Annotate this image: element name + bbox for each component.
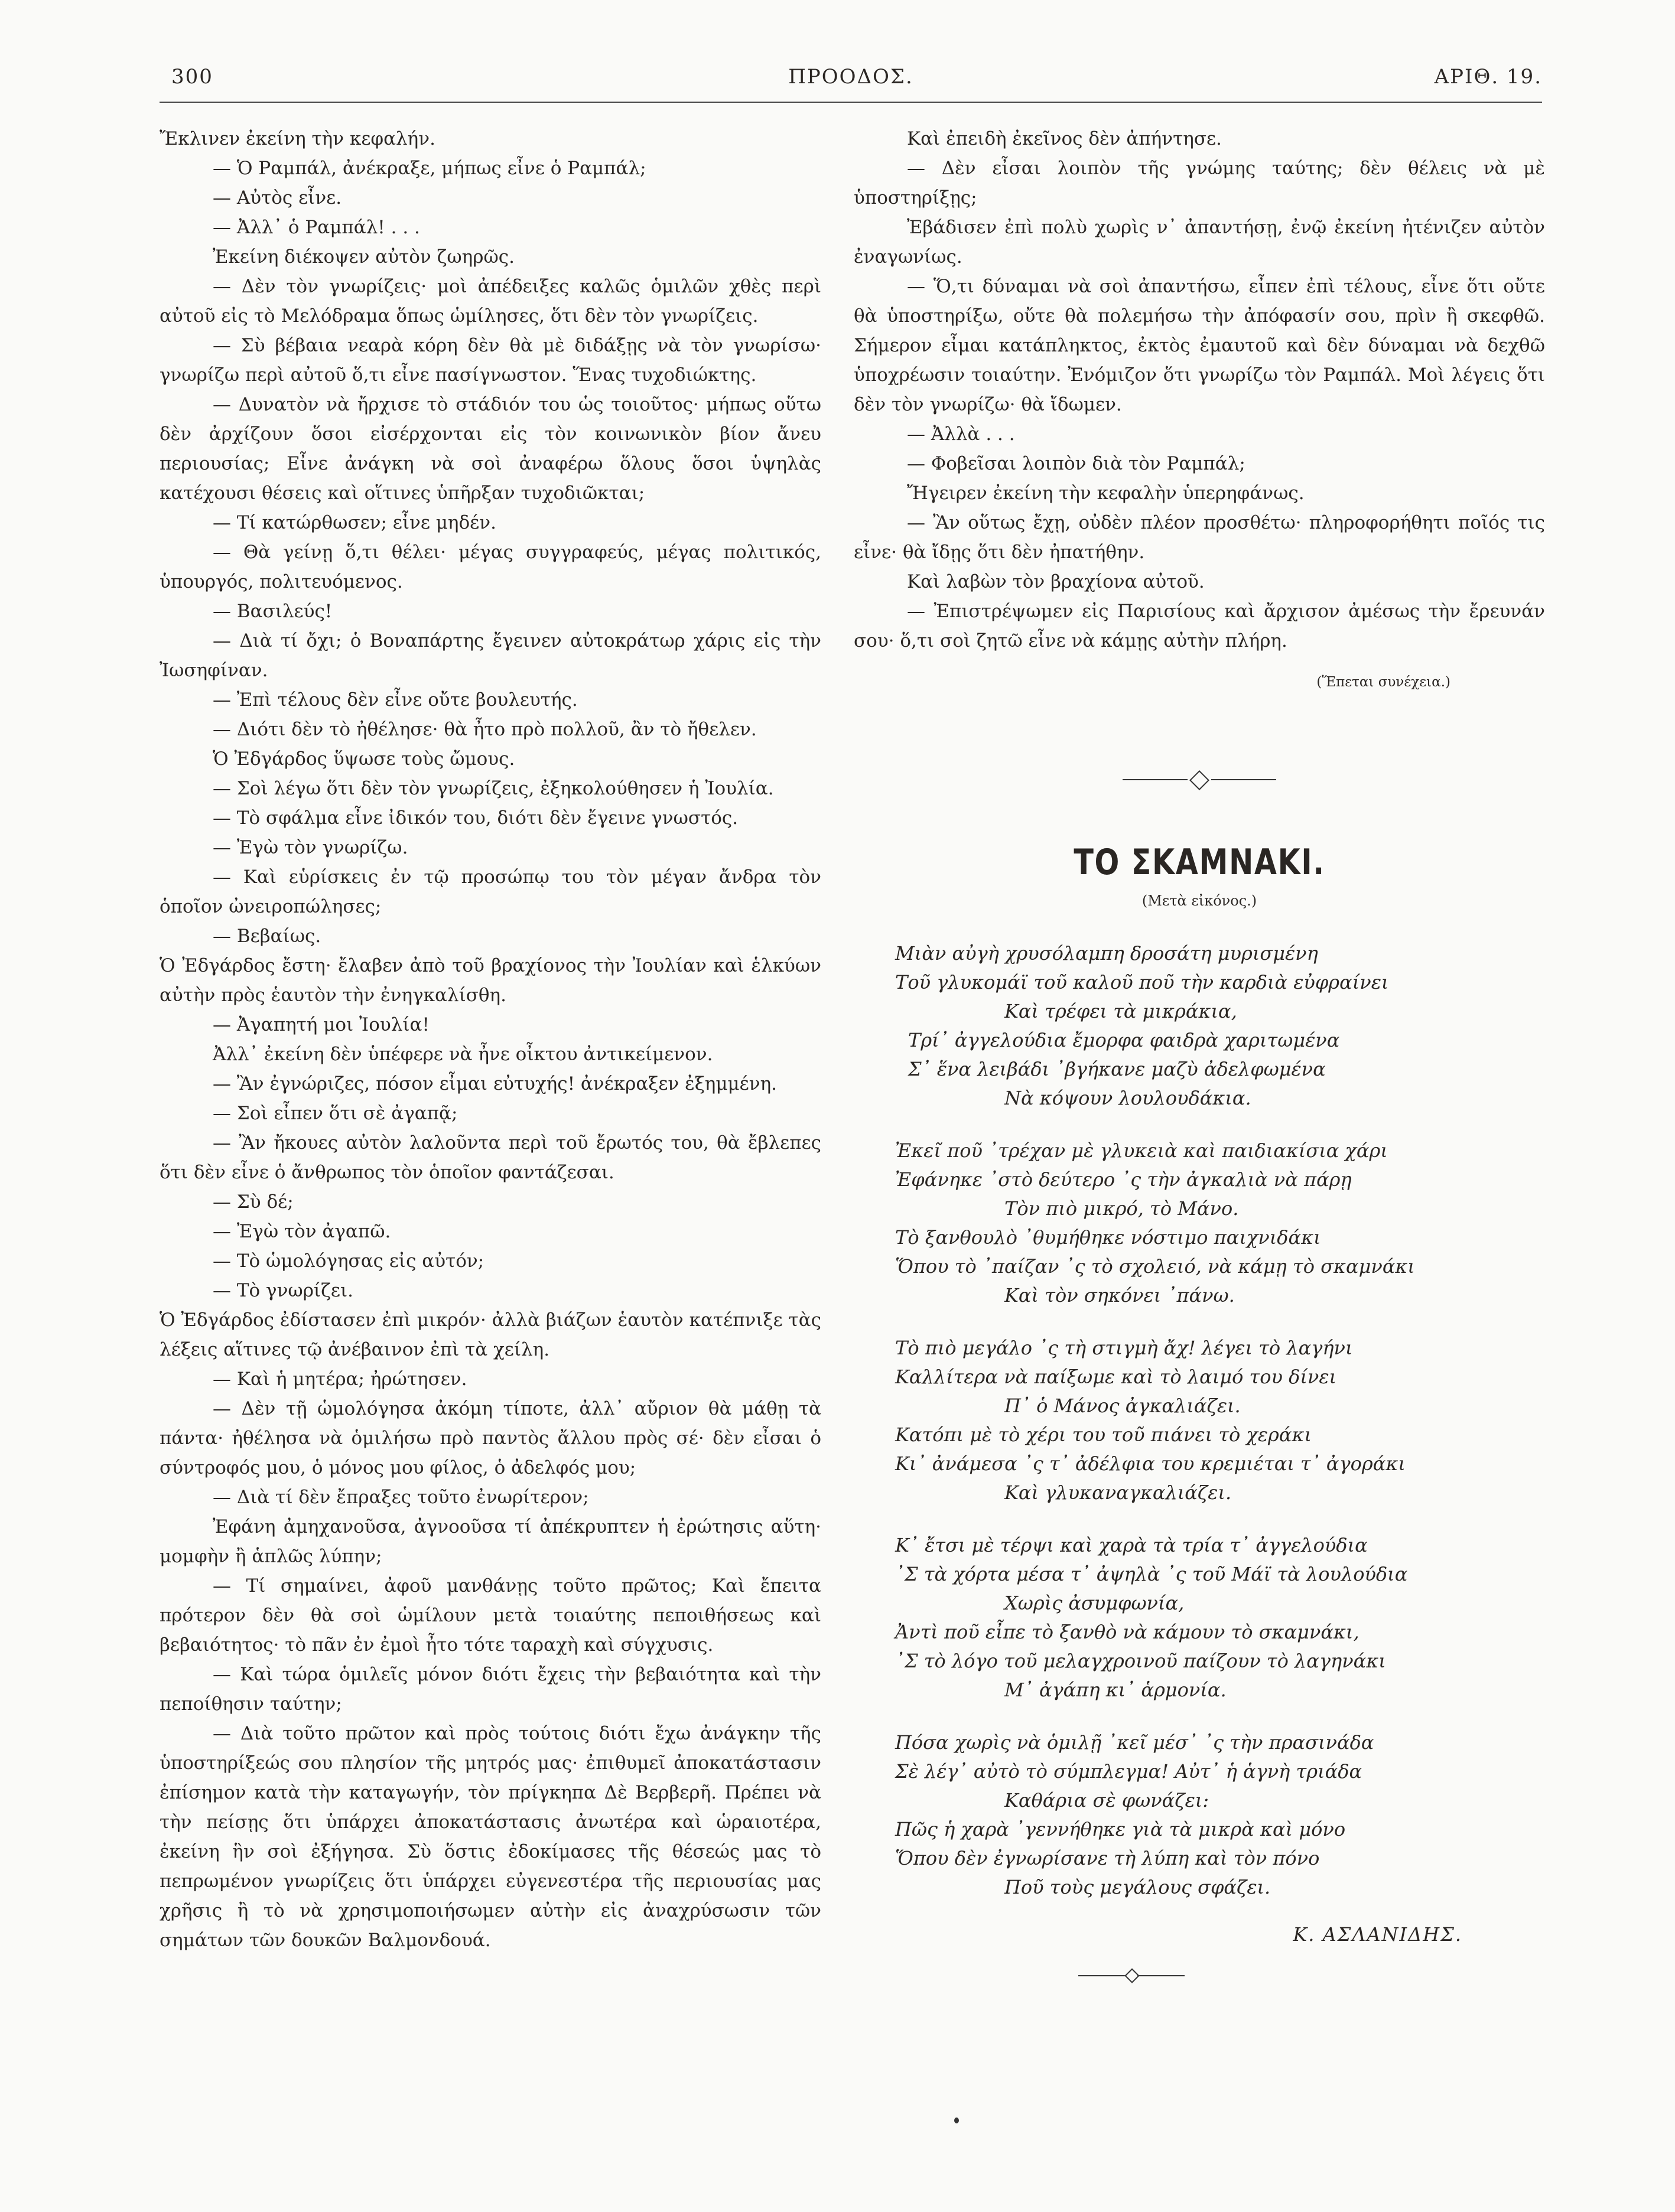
paragraph: — Ὅ,τι δύναμαι νὰ σοὶ ἀπαντήσω, εἶπεν ἐπὶ τέλους, εἶνε ὅτι οὔτε θὰ ὑποστηρίξω, οὔτε θὰ πολεμήσω τὴν ἀπόφασίν σου, πρὶν ἢ σκεφθῶ. Σήμερον εἶμαι κατάπληκτος, ἐκτὸς ἐμαυτοῦ καὶ δὲν δύναμαι νὰ δεχθῶ ὑποχρέωσιν τοιαύτην. Ἐνόμιζον ὅτι γνωρίζω τὸν Ραμπάλ. Μοὶ λέγεις ὅτι δὲν τὸν γνωρίζω· θὰ ἴδωμεν.: [854, 276, 1545, 415]
paragraph: — Τὸ ὡμολόγησας εἰς αὐτόν;: [213, 1250, 484, 1272]
left-column: [160, 124, 821, 1955]
poem-verse: Τρί᾽ ἀγγελούδια ἔμορφα φαιδρὰ χαριτωμένα: [908, 1029, 1340, 1051]
paragraph: — Δυνατὸν νὰ ἤρχισε τὸ στάδιόν του ὡς τοιοῦτος· μήπως οὕτω δὲν ἀρχίζουν ὅσοι εἰσέρχονται εἰς τὸν κοινωνικὸν βίον ἄνευ περιουσίας; Εἶνε ἀνάγκη νὰ σοὶ ἀναφέρω ὅλους ὅσοι ὑψηλὰς κατέχουσι θέσεις καὶ οἵτινες ὑπῆρξαν τυχοδιῶκται;: [160, 394, 821, 504]
paragraph: — Ἐγὼ τὸν ἀγαπῶ.: [213, 1221, 391, 1242]
poem-verse: Μ᾽ ἀγάπη κι᾽ ἁρμονία.: [1004, 1679, 1227, 1701]
paragraph: Ἐβάδισεν ἐπὶ πολὺ χωρὶς ν᾽ ἀπαντήσῃ, ἐνῷ ἐκείνη ἠτένιζεν αὐτὸν ἐναγωνίως.: [854, 217, 1545, 268]
paragraph: — Ἂν οὕτως ἔχῃ, οὐδὲν πλέον προσθέτω· πληροφορήθητι ποῖός τις εἶνε· θὰ ἴδῃς ὅτι δὲν ἠπατήθην.: [854, 512, 1545, 563]
paragraph: — Σὺ δέ;: [213, 1191, 294, 1213]
poem-body: [854, 939, 1545, 1902]
paragraph: — Δὲν τῇ ὡμολόγησα ἀκόμη τίποτε, ἀλλ᾽ αὔριον θὰ μάθῃ τὰ πάντα· ἠθέλησα νὰ ὁμιλήσω πρὸ παντὸς ἄλλου πρὸς σέ· δὲν εἶσαι ὁ σύντροφός μου, ὁ μόνος μου φίλος, ὁ ἀδελφός μου;: [160, 1398, 821, 1478]
continued-note: (Ἕπεται συνέχεια.): [1316, 675, 1450, 690]
story-continuation: [854, 124, 1545, 656]
poem-subtitle: (Μετὰ εἰκόνος.): [1141, 892, 1257, 909]
poem-title: ΤΟ ΣΚΑΜΝΑΚΙ.: [1074, 842, 1325, 883]
poem-verse: Κ᾽ ἔτσι μὲ τέρψι καὶ χαρὰ τὰ τρία τ᾽ ἀγγελούδια: [895, 1534, 1368, 1556]
poem-verse: Μιὰν αὐγὴ χρυσόλαμπη δροσάτη μυρισμένη: [895, 942, 1318, 965]
paragraph: — Καὶ εὑρίσκεις ἐν τῷ προσώπῳ του τὸν μέγαν ἄνδρα τὸν ὁποῖον ὠνειροπώλησες;: [160, 866, 821, 917]
poem-verse: Καὶ τὸν σηκόνει ᾽πάνω.: [1004, 1284, 1235, 1307]
paragraph: — Τί σημαίνει, ἀφοῦ μανθάνῃς τοῦτο πρῶτος; Καὶ ἔπειτα πρότερον δὲν θὰ σοὶ ὡμίλουν μετὰ τοιαύτης πεποιθήσεως καὶ βεβαιότητος· τὸ πᾶν ἐν ἐμοὶ ἦτο τότε ταραχὴ καὶ σύγχυσις.: [160, 1575, 821, 1656]
paragraph: — Τί κατώρθωσεν; εἶνε μηδέν.: [213, 512, 496, 533]
paragraph: — Τὸ σφάλμα εἶνε ἰδικόν του, διότι δὲν ἔγεινε γνωστός.: [213, 807, 739, 829]
poem-verse: Ὅπου δὲν ἐγνωρίσανε τὴ λύπη καὶ τὸν πόνο: [895, 1847, 1320, 1869]
paragraph: — Ἀλλ᾽ ὁ Ραμπάλ! . . .: [213, 217, 420, 238]
poem-verse: ᾽Σ τὸ λόγο τοῦ μελαγχροινοῦ παίζουν τὸ λαγηνάκι: [895, 1650, 1386, 1672]
paragraph: — Διὰ τί ὄχι; ὁ Βοναπάρτης ἔγεινεν αὐτοκράτωρ χάρις εἰς τὴν Ἰωσηφίναν.: [160, 630, 821, 681]
paragraph: Ὁ Ἐδγάρδος ἔστη· ἔλαβεν ἀπὸ τοῦ βραχίονος τὴν Ἰουλίαν καὶ ἑλκύων αὐτὴν πρὸς ἑαυτὸν τὴν ἐνηγκαλίσθη.: [160, 955, 821, 1006]
paragraph: Ἔκλινεν ἐκείνη τὴν κεφαλήν.: [160, 128, 435, 149]
paragraph: — Δὲν εἶσαι λοιπὸν τῆς γνώμης ταύτης; δὲν θέλεις νὰ μὲ ὑποστηρίξῃς;: [854, 158, 1545, 209]
paragraph: — Θὰ γείνῃ ὅ,τι θέλει· μέγας συγγραφεύς, μέγας πολιτικός, ὑπουργός, πολιτευόμενος.: [160, 542, 821, 592]
paragraph: — Διὰ τοῦτο πρῶτον καὶ πρὸς τούτοις διότι ἔχω ἀνάγκην τῆς ὑποστηρίξεώς σου πλησίον τῆς μητρός μας· ἐπιθυμεῖ ἀποκατάστασιν ἐπίσημον κατὰ τὴν καταγωγήν, τὸν πρίγκηπα Δὲ Βερβερῆ. Πρέπει νὰ τὴν πείσῃς ὅτι ὑπάρχει ἀποκατάστασις ἀνωτέρα καὶ ὡραιοτέρα, ἐκείνη ἣν σοὶ ἐξήγησα. Σὺ ὅστις ἐδοκίμασες τῆς θέσεώς μας τὸ πεπρωμένον γνωρίζεις ὅτι ὑπάρχει εὐγενεστέρα τῆς περιουσίας μας χρῆσις ἢ τὸ νὰ χρησιμοποιήσωμεν αὐτὴν εἰς ἀναχρύσωσιν τῶν σημάτων τῶν δουκῶν Βαλμονδουά.: [160, 1723, 821, 1951]
paragraph: Ἐκείνη διέκοψεν αὐτὸν ζωηρῶς.: [213, 246, 515, 268]
paragraph: — Διότι δὲν τὸ ἠθέλησε· θὰ ἦτο πρὸ πολλοῦ, ἂν τὸ ἤθελεν.: [213, 719, 757, 740]
poem-verse: Τὸν πιὸ μικρό, τὸ Μάνο.: [1004, 1197, 1239, 1220]
paragraph: Καὶ ἐπειδὴ ἐκεῖνος δὲν ἀπήντησε.: [907, 128, 1222, 149]
paragraph: Ὁ Ἐδγάρδος ὕψωσε τοὺς ὤμους.: [213, 748, 515, 770]
poem-verse: Τοῦ γλυκομάϊ τοῦ καλοῦ ποῦ τὴν καρδιὰ εὐφραίνει: [895, 971, 1389, 993]
poem-verse: Πόσα χωρὶς νὰ ὁμιλῇ ᾽κεῖ μέσ᾽ ᾽ς τὴν πρασινάδα: [895, 1731, 1374, 1754]
paragraph: — Ἐπιστρέψωμεν εἰς Παρισίους καὶ ἄρχισον ἀμέσως τὴν ἔρευνάν σου· ὅ,τι σοὶ ζητῶ εἶνε νὰ κάμῃς αὐτὴν πλήρη.: [854, 601, 1545, 651]
poem-verse: Τὸ πιὸ μεγάλο ᾽ς τὴ στιγμὴ ἄχ! λέγει τὸ λαγήνι: [895, 1337, 1353, 1359]
poem-verse: ᾽Σ τὰ χόρτα μέσα τ᾽ ἀψηλὰ ᾽ς τοῦ Μάϊ τὰ λουλούδια: [895, 1563, 1408, 1585]
poem-verse: Πῶς ἡ χαρὰ ᾽γεννήθηκε γιὰ τὰ μικρὰ καὶ μόνο: [895, 1818, 1346, 1840]
paragraph: — Αὐτὸς εἶνε.: [213, 187, 342, 209]
poem-stanza: [895, 1531, 1545, 1705]
paragraph: — Σὺ βέβαια νεαρὰ κόρη δὲν θὰ μὲ διδάξῃς νὰ τὸν γνωρίσω· γνωρίζω περὶ αὐτοῦ ὅ,τι εἶνε πασίγνωστον. Ἕνας τυχοδιώκτης.: [160, 335, 821, 386]
page-header: [160, 59, 1542, 100]
poem-verse: Σ᾽ ἕνα λειβάδι ᾽βγήκανε μαζὺ ἀδελφωμένα: [908, 1058, 1326, 1080]
paragraph: — Καὶ τώρα ὁμιλεῖς μόνον διότι ἔχεις τὴν βεβαιότητα καὶ τὴν πεποίθησιν ταύτην;: [160, 1664, 821, 1715]
poem-verse: Καὶ τρέφει τὰ μικράκια,: [1004, 1000, 1237, 1022]
paragraph: — Ἐπὶ τέλους δὲν εἶνε οὔτε βουλευτής.: [213, 689, 578, 711]
poem-stanza: [895, 939, 1545, 1113]
paragraph: Ἀλλ᾽ ἐκείνη δὲν ὑπέφερε νὰ ἦνε οἶκτου ἀντικείμενον.: [213, 1044, 713, 1065]
poem-verse: Νὰ κόψουν λουλουδάκια.: [1004, 1087, 1251, 1109]
poem-verse: Ἐφάνηκε ᾽στὸ δεύτερο ᾽ς τὴν ἀγκαλιὰ νὰ πάρῃ: [895, 1168, 1352, 1191]
paragraph: — Σοὶ εἶπεν ὅτι σὲ ἀγαπᾷ;: [213, 1103, 458, 1124]
poem-verse: Καὶ γλυκαναγκαλιάζει.: [1004, 1481, 1232, 1504]
paragraph: — Βεβαίως.: [213, 926, 321, 947]
poem-verse: Κι᾽ ἀνάμεσα ᾽ς τ᾽ ἀδέλφια του κρεμιέται τ᾽ ἀγοράκι: [895, 1452, 1406, 1475]
paragraph: Ἐφάνη ἀμηχανοῦσα, ἀγνοοῦσα τί ἀπέκρυπτεν ἡ ἐρώτησις αὕτη· μομφὴν ἢ ἁπλῶς λύπην;: [160, 1516, 821, 1567]
print-speck: [954, 2117, 959, 2123]
poem-verse: Χωρὶς ἀσυμφωνία,: [1004, 1592, 1185, 1614]
paragraph: — Βασιλεύς!: [213, 601, 333, 622]
poem-verse: Ἐκεῖ ποῦ ᾽τρέχαν μὲ γλυκειὰ καὶ παιδιακίσια χάρι: [895, 1139, 1388, 1162]
poem-verse: Κατόπι μὲ τὸ χέρι του τοῦ πιάνει τὸ χεράκι: [895, 1423, 1312, 1446]
paragraph: — Ἀλλὰ . . .: [907, 423, 1015, 445]
right-column: [854, 124, 1545, 1985]
poem-verse: Τὸ ξανθουλὸ ᾽θυμήθηκε νόστιμο παιχνιδάκι: [895, 1226, 1321, 1249]
section-divider-ornament: [1123, 768, 1276, 791]
poem-stanza: [895, 1136, 1545, 1310]
poem-verse: Καθάρια σὲ φωνάζει:: [1004, 1789, 1209, 1812]
paragraph: — Ἂν ἤκουες αὐτὸν λαλοῦντα περὶ τοῦ ἔρωτός του, θὰ ἔβλεπες ὅτι δὲν εἶνε ὁ ἄνθρωπος τὸν ὁποῖον φαντάζεσαι.: [160, 1132, 821, 1183]
paragraph: — Ἂν ἐγνώριζες, πόσον εἶμαι εὐτυχής! ἀνέκραξεν ἐξημμένη.: [213, 1073, 777, 1094]
poem-stanza: [895, 1334, 1545, 1507]
poem-verse: Π᾽ ὁ Μάνος ἀγκαλιάζει.: [1004, 1395, 1241, 1417]
paragraph: — Διὰ τί δὲν ἔπραξες τοῦτο ἐνωρίτερον;: [213, 1487, 589, 1508]
poem-signature: Κ. ΑΣΛΑΝΙΔΗΣ.: [1293, 1923, 1462, 1946]
paragraph: — Δὲν τὸν γνωρίζεις· μοὶ ἀπέδειξες καλῶς ὁμιλῶν χθὲς περὶ αὐτοῦ εἰς τὸ Μελόδραμα ὅπως ὡμίλησες, ὅτι δὲν τὸν γνωρίζεις.: [160, 276, 821, 327]
paragraph: — Ὁ Ραμπάλ, ἀνέκραξε, μήπως εἶνε ὁ Ραμπάλ;: [213, 158, 646, 179]
paragraph: Καὶ λαβὼν τὸν βραχίονα αὐτοῦ.: [907, 571, 1205, 592]
poem-verse: Καλλίτερα νὰ παίξωμε καὶ τὸ λαιμό του δίνει: [895, 1366, 1337, 1388]
poem-stanza: [895, 1728, 1545, 1902]
paragraph: — Καὶ ἡ μητέρα; ἠρώτησεν.: [213, 1369, 467, 1390]
paragraph: Ὁ Ἐδγάρδος ἐδίστασεν ἐπὶ μικρόν· ἀλλὰ βιάζων ἑαυτὸν κατέπνιξε τὰς λέξεις αἵτινες τῷ ἀνέβαινον ἐπὶ τὰ χείλη.: [160, 1309, 821, 1360]
paragraph: — Τὸ γνωρίζει.: [213, 1280, 353, 1301]
paragraph: — Ἐγὼ τὸν γνωρίζω.: [213, 837, 408, 858]
end-divider-ornament: [1078, 1967, 1185, 1985]
poem-verse: Σὲ λέγ᾽ αὐτὸ τὸ σύμπλεγμα! Αὐτ᾽ ἡ ἁγνὴ τριάδα: [895, 1760, 1362, 1783]
poem-verse: Ἀντὶ ποῦ εἶπε τὸ ξανθὸ νὰ κάμουν τὸ σκαμνάκι,: [895, 1621, 1359, 1643]
header-rule: [160, 102, 1542, 103]
paragraph: — Σοὶ λέγω ὅτι δὲν τὸν γνωρίζεις, ἐξηκολούθησεν ἡ Ἰουλία.: [213, 778, 774, 799]
paragraph: — Ἀγαπητή μοι Ἰουλία!: [213, 1014, 430, 1035]
poem-verse: Ποῦ τοὺς μεγάλους σφάζει.: [1004, 1876, 1271, 1898]
page-number: 300: [171, 65, 213, 89]
paragraph: — Φοβεῖσαι λοιπὸν διὰ τὸν Ραμπάλ;: [907, 453, 1245, 474]
paragraph: Ἤγειρεν ἐκείνη τὴν κεφαλὴν ὑπερηφάνως.: [907, 483, 1305, 504]
poem-verse: Ὅπου τὸ ᾽παίζαν ᾽ς τὸ σχολειό, νὰ κάμῃ τὸ σκαμνάκι: [895, 1255, 1415, 1278]
publication-title: ΠΡΟΟΔΟΣ.: [788, 65, 913, 89]
issue-number: ΑΡΙΘ. 19.: [1434, 65, 1542, 89]
